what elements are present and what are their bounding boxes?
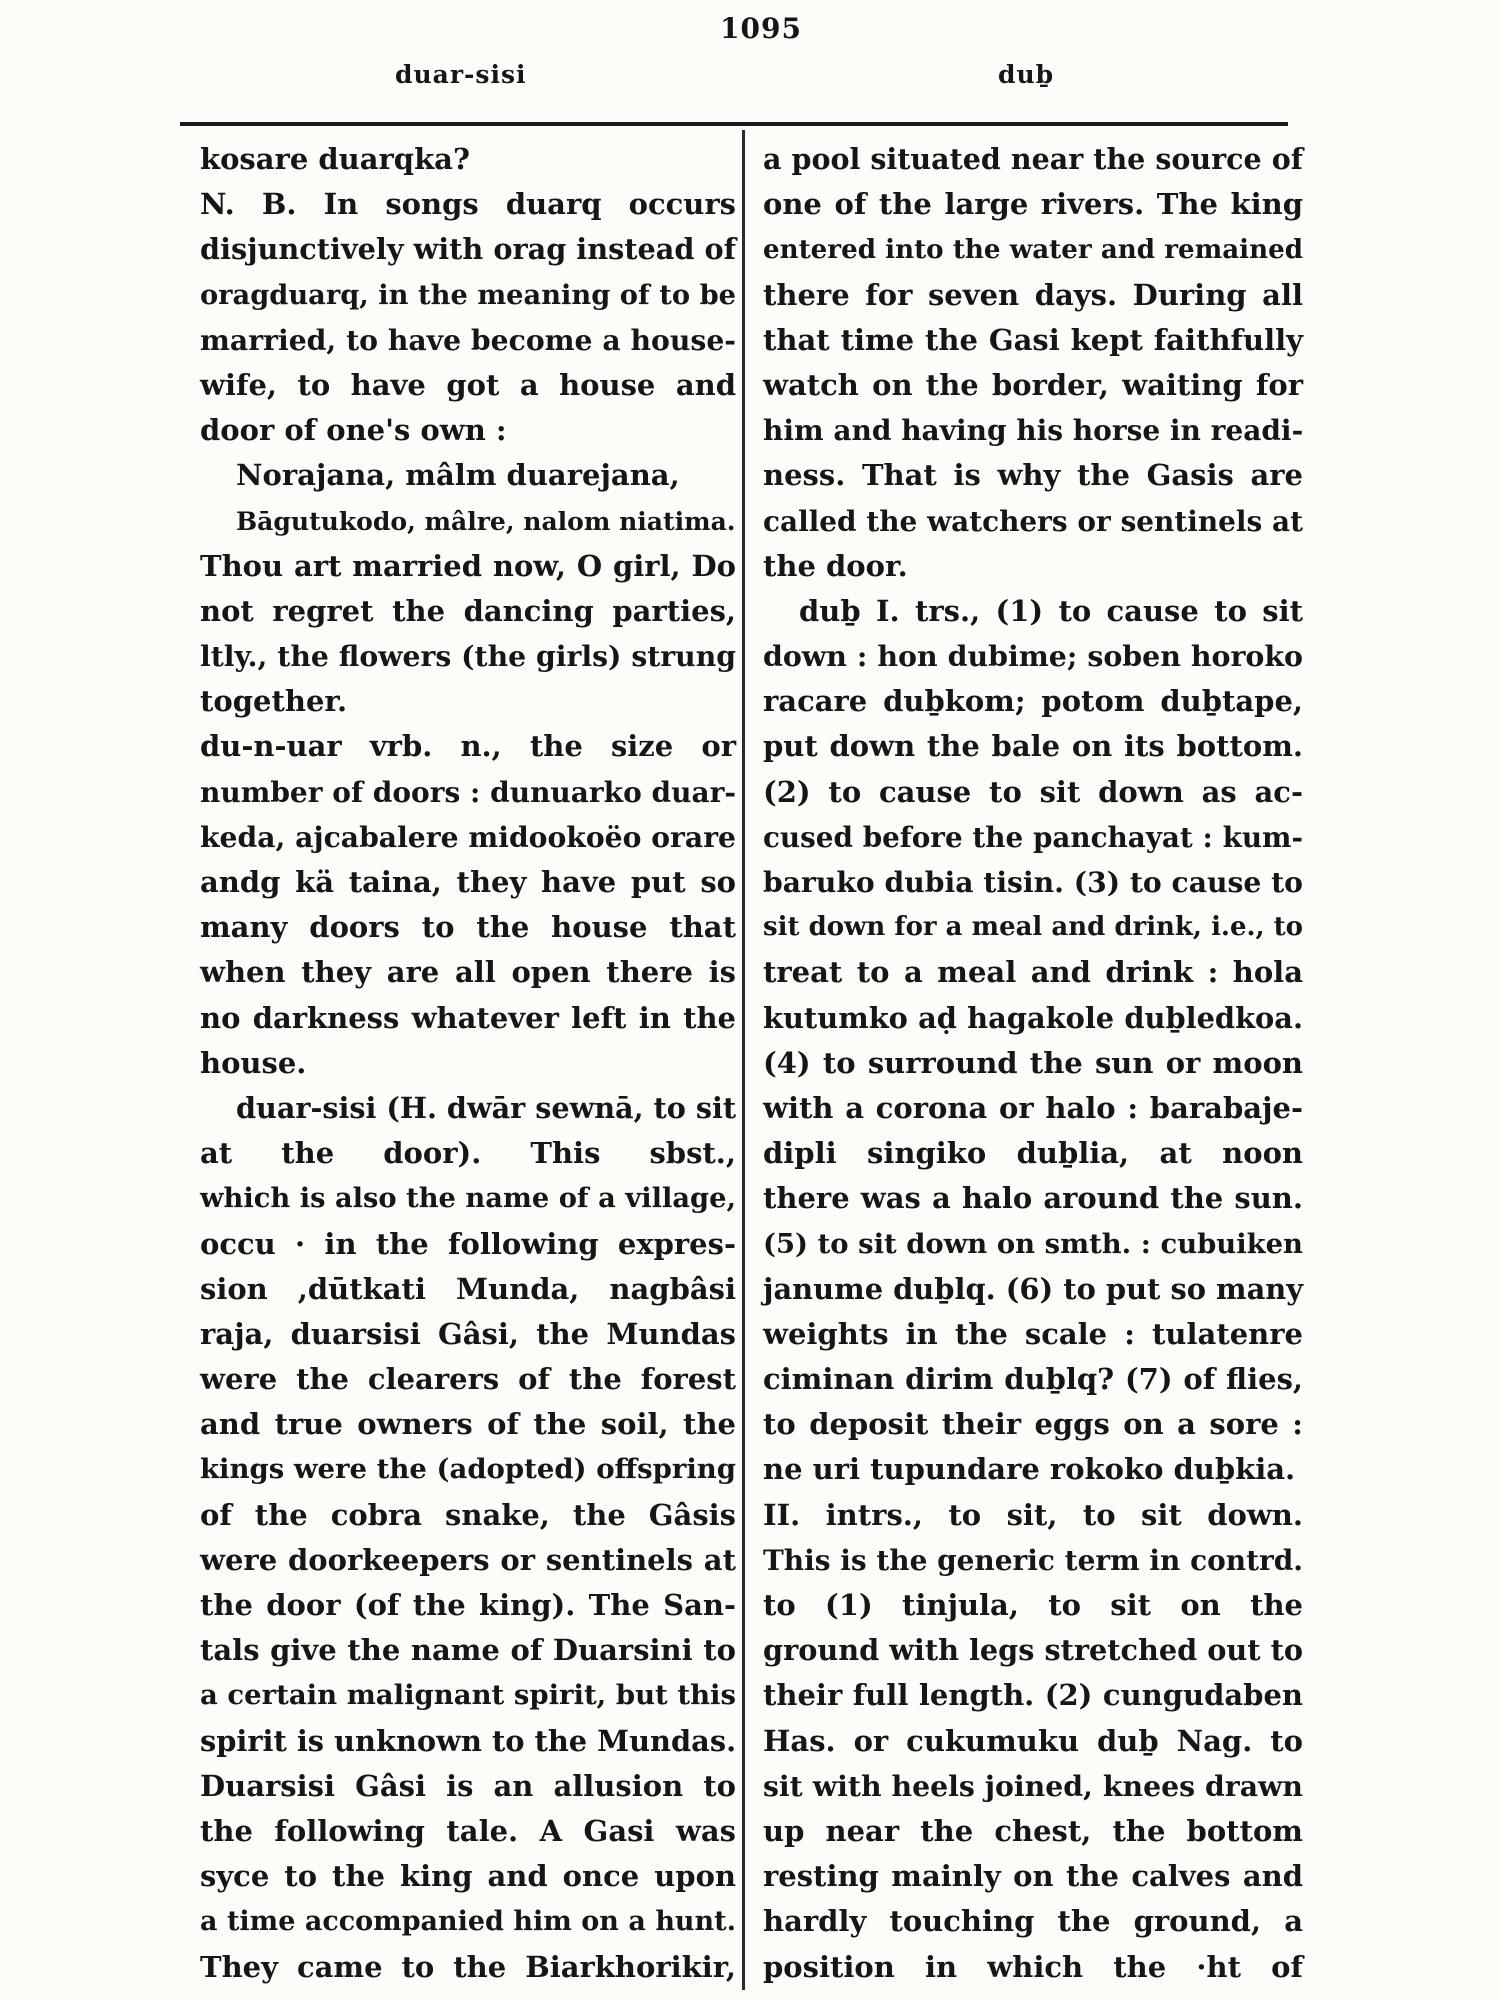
text-line: II. intrs., to sit, to sit down.: [763, 1497, 1303, 1532]
text-line: Norajana, mâlm duarejana,: [236, 458, 680, 493]
text-line: This is the generic term in contrd.: [763, 1543, 1303, 1577]
text-line: were the clearers of the forest: [200, 1362, 736, 1397]
text-line: him and having his horse in readi-: [763, 414, 1304, 448]
text-line: there was a halo around the sun.: [763, 1181, 1303, 1216]
text-line: (5) to sit down on smth. : cubuiken: [763, 1227, 1303, 1260]
text-line: which is also the name of a village,: [200, 1182, 736, 1215]
text-line: at the door). This sbst.,: [200, 1136, 736, 1171]
text-line: many doors to the house that: [200, 910, 736, 945]
text-line: of the cobra snake, the Gâsis: [200, 1497, 736, 1532]
text-line: duar-sisi (H. dwār sewnā, to sit: [236, 1090, 737, 1125]
text-line: were doorkeepers or sentinels at: [200, 1542, 736, 1577]
text-line: tals give the name of Duarsini to: [200, 1633, 736, 1668]
text-line: baruko dubia tisin. (3) to cause to: [763, 866, 1303, 899]
right-column: [763, 137, 1303, 1990]
text-line: hardly touching the ground, a: [763, 1904, 1303, 1939]
text-line: one of the large rivers. The king: [763, 187, 1303, 222]
text-line: no darkness whatever left in the: [200, 1000, 736, 1035]
text-line: and true owners of the soil, the: [200, 1407, 736, 1442]
text-line: number of doors : dunuarko duar-: [200, 775, 736, 809]
text-line: called the watchers or sentinels at: [763, 504, 1303, 538]
text-line: ness. That is why the Gasis are: [763, 458, 1303, 493]
text-line: a certain malignant spirit, but this: [200, 1679, 736, 1712]
text-line: duḇ I. trs., (1) to cause to sit: [799, 593, 1303, 628]
text-line: house.: [200, 1045, 307, 1080]
page-number: 1095: [720, 12, 802, 45]
text-line: a pool situated near the source of: [763, 142, 1303, 176]
text-line: syce to the king and once upon: [200, 1859, 736, 1894]
text-line: cused before the panchayat : kum-: [763, 820, 1303, 854]
text-line: with a corona or halo : barabaje-: [763, 1090, 1303, 1125]
text-line: sit down for a meal and drink, i.e., to: [763, 912, 1303, 943]
text-line: kosare duarqka?: [200, 142, 470, 176]
text-line: ltly., the flowers (the girls) strung: [200, 639, 736, 674]
text-line: resting mainly on the calves and: [763, 1859, 1303, 1894]
text-line: there for seven days. During all: [763, 277, 1303, 312]
guide-word-left: duar-sisi: [395, 60, 527, 89]
text-line: put down the bale on its bottom.: [763, 729, 1303, 764]
text-line: occu · in the following expres-: [200, 1226, 736, 1261]
text-line: ciminan dirim duḇlq? (7) of flies,: [763, 1362, 1303, 1397]
text-line: Thou art married now, O girl, Do: [200, 548, 736, 583]
text-line: when they are all open there is: [200, 955, 736, 990]
text-line: oragduarq, in the meaning of to be: [200, 278, 736, 311]
text-line: together.: [200, 684, 348, 719]
text-line: spirit is unknown to the Mundas.: [200, 1723, 737, 1758]
text-line: sit with heels joined, knees drawn: [763, 1768, 1303, 1803]
text-line: ground with legs stretched out to: [763, 1633, 1303, 1668]
text-line: that time the Gasi kept faithfully: [763, 322, 1303, 357]
text-line: sion ,dūtkati Munda, nagbâsi: [200, 1271, 736, 1306]
column-divider: [742, 130, 745, 1990]
text-line: raja, duarsisi Gâsi, the Mundas: [200, 1316, 736, 1351]
text-line: Has. or cukumuku duḇ Nag. to: [763, 1723, 1303, 1758]
text-line: down : hon dubime; soben horoko: [763, 639, 1303, 674]
text-line: janume duḇlq. (6) to put so many: [763, 1271, 1304, 1306]
text-line: ne uri tupundare rokoko duḇkia.: [763, 1452, 1296, 1487]
text-line: They came to the Biarkhorikir,: [200, 1949, 736, 1984]
text-line: keda, ajcabalere midookoëo orare: [200, 820, 736, 854]
text-line: (4) to surround the sun or moon: [763, 1045, 1303, 1080]
text-line: door of one's own :: [200, 413, 507, 448]
text-line: andg kä taina, they have put so: [200, 865, 736, 899]
text-line: racare duḇkom; potom duḇtape,: [763, 684, 1303, 719]
text-line: married, to have become a house-: [200, 322, 737, 357]
text-line: weights in the scale : tulatenre: [763, 1316, 1303, 1351]
text-line: kings were the (adopted) offspring: [200, 1453, 736, 1486]
text-line: disjunctively with orag instead of: [200, 232, 736, 267]
text-line: dipli singiko duḇlia, at noon: [763, 1136, 1303, 1171]
text-line: watch on the border, waiting for: [763, 367, 1303, 402]
text-line: the following tale. A Gasi was: [200, 1813, 736, 1848]
text-line: to (1) tinjula, to sit on the: [763, 1588, 1303, 1622]
text-line: Duarsisi Gâsi is an allusion to: [200, 1768, 736, 1803]
text-line: to deposit their eggs on a sore :: [763, 1407, 1303, 1442]
text-line: treat to a meal and drink : hola: [763, 955, 1303, 990]
text-line: not regret the dancing parties,: [200, 593, 736, 628]
text-line: entered into the water and remained: [763, 234, 1303, 266]
text-line: the door.: [763, 548, 908, 583]
left-column: [200, 137, 736, 1990]
text-line: N. B. In songs duarq occurs: [200, 187, 736, 222]
text-line: Bāgutukodo, mâlre, nalom niatima.: [236, 505, 736, 536]
header-rule: [180, 122, 1288, 126]
text-line: position in which the ·ht of: [763, 1949, 1303, 1984]
text-line: wife, to have got a house and: [200, 367, 736, 402]
text-line: up near the chest, the bottom: [763, 1813, 1303, 1848]
text-line: a time accompanied him on a hunt.: [200, 1906, 736, 1938]
text-line: the door (of the king). The San-: [200, 1588, 736, 1622]
text-line: (2) to cause to sit down as ac-: [763, 774, 1303, 809]
text-line: kutumko aḍ hagakole duḇledkoa.: [763, 1000, 1303, 1035]
text-line: their full length. (2) cungudaben: [763, 1678, 1303, 1713]
text-line: du-n-uar vrb. n., the size or: [200, 729, 736, 764]
guide-word-right: duḇ: [998, 60, 1055, 89]
